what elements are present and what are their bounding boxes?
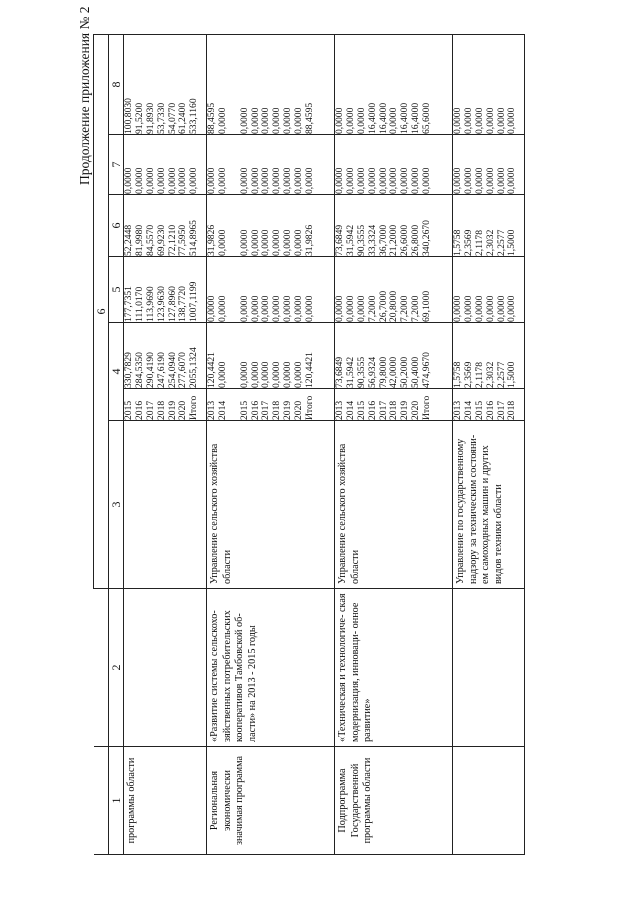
value-cell: 0,0000: [344, 295, 356, 322]
value-cell: 7,2000: [399, 295, 411, 322]
header-number-row: [109, 35, 124, 855]
table-row: [124, 35, 207, 855]
value-cell: 2017: [495, 400, 507, 420]
value-cell: 50,2000: [399, 356, 411, 388]
value-cell: 2,3032: [484, 361, 496, 388]
value-cell: 2020: [293, 400, 305, 420]
value-cell: 26,6000: [399, 224, 411, 256]
value-cell: 0,0000: [495, 107, 507, 134]
value-cell: 0,0000: [462, 107, 474, 134]
value-cell: 0,0000: [216, 107, 228, 134]
value-cell: 0,0000: [452, 295, 463, 322]
value-cell: 2019: [282, 400, 294, 420]
value-cell: 0,0000: [506, 107, 518, 134]
value-cell: 1,5000: [506, 229, 518, 256]
value-cell: 0,0000: [282, 361, 294, 388]
value-cell: 330,7829: [123, 352, 134, 388]
year-list: [453, 389, 525, 421]
federal-values: [124, 257, 207, 323]
value-cell: 0,0000: [123, 167, 134, 194]
value-cell: 0,0000: [216, 295, 228, 322]
value-cell: 284,5350: [133, 352, 145, 388]
value-cell: 0,0000: [206, 295, 217, 322]
col3-text: [124, 421, 128, 588]
value-cell: 0,0000: [282, 295, 294, 322]
value-cell: 1007,1199: [188, 281, 200, 322]
value-cell: 120,4421: [304, 352, 316, 388]
value-cell: 16,4000: [366, 102, 378, 134]
value-cell: 0,0000: [238, 229, 250, 256]
value-cell: 2015: [355, 400, 367, 420]
value-cell: 36,7000: [377, 224, 389, 256]
value-cell: 1,5758: [452, 229, 463, 256]
value-cell: 72,1210: [166, 224, 178, 256]
value-cell: 0,0000: [260, 167, 272, 194]
value-cell: 0,0000: [410, 167, 422, 194]
other-values: [207, 35, 335, 135]
col3-text: Управление сельского хозяйства области: [337, 443, 361, 584]
col3-text: Управление по государственному надзору за техническим состояни- ем самоходных машин и других видов техники области: [455, 434, 504, 584]
value-cell: 0,0000: [282, 229, 294, 256]
value-cell: 0,0000: [133, 167, 145, 194]
federal-values: [453, 257, 525, 323]
value-cell: 100,8030: [123, 98, 134, 134]
value-cell: 2018: [506, 400, 518, 420]
other-values: [335, 35, 453, 135]
value-cell: 2,1178: [473, 229, 485, 256]
value-cell: 0,0000: [271, 361, 283, 388]
value-cell: Итого: [421, 395, 433, 420]
value-cell: 0,0000: [249, 295, 261, 322]
value-cell: 2017: [144, 400, 156, 420]
value-cell: 0,0000: [166, 167, 178, 194]
value-cell: 2014: [462, 400, 474, 420]
value-cell: 21,2000: [388, 224, 400, 256]
value-cell: 0,0000: [506, 295, 518, 322]
value-cell: 26,7000: [377, 290, 389, 322]
value-cell: 2016: [133, 400, 145, 420]
value-cell: 16,4000: [399, 102, 411, 134]
value-cell: 0,0000: [216, 229, 228, 256]
value-cell: 474,9670: [421, 352, 433, 388]
value-cell: 54,0770: [166, 102, 178, 134]
cell-col2: [124, 589, 207, 747]
cell-col2: [335, 589, 453, 747]
value-cell: 0,0000: [260, 361, 272, 388]
local-values: [207, 135, 335, 195]
value-cell: 16,4000: [410, 102, 422, 134]
value-cell: Итого: [304, 395, 316, 420]
value-cell: 2,2577: [495, 361, 507, 388]
col2-text: «Развитие системы сельскохо- зяйственных потребительских кооперативов Тамбовской об- ласти» на 2013 - 2015 годы: [209, 610, 258, 742]
value-cell: 0,0000: [271, 295, 283, 322]
value-cell: 0,0000: [462, 167, 474, 194]
value-cell: 0,0000: [238, 361, 250, 388]
value-cell: 81,9980: [133, 224, 145, 256]
value-cell: 2013: [206, 400, 217, 420]
year-list: [335, 389, 453, 421]
value-cell: 0,0000: [473, 295, 485, 322]
value-cell: 113,9690: [144, 286, 156, 322]
value-cell: 514,8965: [188, 220, 200, 256]
value-cell: 138,7720: [177, 286, 189, 322]
header-group-row: [94, 35, 109, 855]
value-cell: 0,0000: [473, 107, 485, 134]
value-cell: 0,0000: [249, 107, 261, 134]
value-cell: 0,0000: [334, 295, 345, 322]
value-cell: 2014: [344, 400, 356, 420]
value-cell: 2018: [388, 400, 400, 420]
value-cell: 2016: [249, 400, 261, 420]
regional-values: [124, 195, 207, 257]
value-cell: 2019: [166, 400, 178, 420]
value-cell: 0,0000: [377, 167, 389, 194]
value-cell: 2,3569: [462, 361, 474, 388]
col-number: 1: [109, 747, 124, 855]
value-cell: 0,0000: [260, 107, 272, 134]
table-row: [335, 35, 453, 855]
value-cell: 2017: [260, 400, 272, 420]
value-cell: 2017: [377, 400, 389, 420]
value-cell: 340,2670: [421, 220, 433, 256]
value-cell: 0,0000: [506, 167, 518, 194]
value-cell: 0,0000: [473, 167, 485, 194]
value-cell: 69,9230: [155, 224, 167, 256]
value-cell: 84,5570: [144, 224, 156, 256]
value-cell: 31,9826: [206, 224, 217, 256]
value-cell: 0,0000: [260, 229, 272, 256]
cell-col3: [124, 421, 207, 589]
value-cell: 2018: [271, 400, 283, 420]
value-cell: 2,3569: [462, 229, 474, 256]
table-row: [453, 35, 525, 855]
cell-col1: [207, 747, 335, 855]
other-values: [124, 35, 207, 135]
value-cell: 31,5942: [344, 224, 356, 256]
value-cell: 69,1000: [421, 290, 433, 322]
value-cell: 2018: [155, 400, 167, 420]
value-cell: 0,0000: [484, 295, 496, 322]
value-cell: 31,5942: [344, 356, 356, 388]
value-cell: 61,2400: [177, 102, 189, 134]
value-cell: 0,0000: [495, 167, 507, 194]
value-cell: 2020: [177, 400, 189, 420]
value-cell: 0,0000: [388, 107, 400, 134]
value-cell: 0,0000: [293, 107, 305, 134]
value-cell: 73,6849: [334, 224, 345, 256]
value-cell: 0,0000: [260, 295, 272, 322]
value-cell: 0,0000: [144, 167, 156, 194]
value-cell: 0,0000: [355, 295, 367, 322]
value-cell: 1,5758: [452, 361, 463, 388]
value-cell: 0,0000: [216, 167, 228, 194]
cell-col3: [453, 421, 525, 589]
col-number: 8: [109, 35, 124, 135]
value-cell: 0,0000: [238, 107, 250, 134]
value-cell: 65,6000: [421, 102, 433, 134]
value-cell: 2,2577: [495, 229, 507, 256]
value-cell: 2013: [334, 400, 345, 420]
value-cell: 533,1160: [188, 98, 200, 134]
col2-text: [124, 589, 128, 746]
value-cell: 0,0000: [334, 107, 345, 134]
value-cell: 2015: [123, 400, 134, 420]
value-cell: 177,7351: [123, 286, 134, 322]
value-cell: 0,0000: [344, 107, 356, 134]
value-cell: 2,1178: [473, 361, 485, 388]
col2-text: «Техническая и технологиче- ская модернизация, инноваци- онное развитие»: [337, 593, 373, 742]
value-cell: 0,0000: [155, 167, 167, 194]
value-cell: 0,0000: [304, 167, 316, 194]
cell-col3: [207, 421, 335, 589]
value-cell: 0,0000: [452, 107, 463, 134]
value-cell: 2019: [399, 400, 411, 420]
value-cell: 0,0000: [388, 167, 400, 194]
value-cell: 0,0000: [421, 167, 433, 194]
value-cell: 0,0000: [293, 167, 305, 194]
col3-text: Управление сельского хозяйства области: [209, 443, 233, 584]
value-cell: 88,4595: [304, 102, 316, 134]
value-cell: 0,0000: [293, 361, 305, 388]
total-values: [207, 323, 335, 389]
other-values: [453, 35, 525, 135]
value-cell: 2016: [366, 400, 378, 420]
value-cell: 2,3032: [484, 229, 496, 256]
value-cell: 0,0000: [271, 107, 283, 134]
value-cell: 33,3324: [366, 224, 378, 256]
header-group-label: 6: [94, 35, 109, 589]
value-cell: 90,3555: [355, 224, 367, 256]
value-cell: 0,0000: [399, 167, 411, 194]
value-cell: 0,0000: [366, 167, 378, 194]
budget-table: [93, 34, 525, 855]
value-cell: 0,0000: [462, 295, 474, 322]
value-cell: 1,5000: [506, 361, 518, 388]
year-list: [124, 389, 207, 421]
col1-text: Подпрограмма Государственной программы области: [337, 757, 373, 844]
value-cell: 0,0000: [484, 107, 496, 134]
federal-values: [207, 257, 335, 323]
federal-values: [335, 257, 453, 323]
total-values: [335, 323, 453, 389]
value-cell: 2015: [473, 400, 485, 420]
value-cell: 0,0000: [216, 361, 228, 388]
value-cell: 50,4000: [410, 356, 422, 388]
value-cell: 0,0000: [271, 167, 283, 194]
value-cell: 120,4421: [206, 352, 217, 388]
col1-text: [453, 747, 457, 854]
value-cell: 123,9630: [155, 286, 167, 322]
value-cell: 127,8960: [166, 286, 178, 322]
value-cell: 0,0000: [293, 229, 305, 256]
value-cell: 0,0000: [495, 295, 507, 322]
cell-col3: [335, 421, 453, 589]
value-cell: 0,0000: [344, 167, 356, 194]
value-cell: 111,0170: [133, 286, 145, 322]
value-cell: 2020: [410, 400, 422, 420]
value-cell: 0,0000: [293, 295, 305, 322]
value-cell: 77,5950: [177, 224, 189, 256]
col-number: 2: [109, 589, 124, 747]
value-cell: 247,6190: [155, 352, 167, 388]
value-cell: 7,2000: [366, 295, 378, 322]
local-values: [124, 135, 207, 195]
cell-col1: [335, 747, 453, 855]
value-cell: 0,0000: [249, 361, 261, 388]
value-cell: 2013: [452, 400, 463, 420]
value-cell: 42,0000: [388, 356, 400, 388]
cell-col1: [124, 747, 207, 855]
value-cell: 0,0000: [249, 229, 261, 256]
local-values: [335, 135, 453, 195]
value-cell: Итого: [188, 395, 200, 420]
value-cell: 73,6849: [334, 356, 345, 388]
value-cell: 0,0000: [355, 167, 367, 194]
value-cell: 0,0000: [282, 167, 294, 194]
total-values: [453, 323, 525, 389]
regional-values: [207, 195, 335, 257]
table-row: [207, 35, 335, 855]
value-cell: 90,3555: [355, 356, 367, 388]
col-number: 7: [109, 135, 124, 195]
col-number: 5: [109, 257, 124, 323]
value-cell: 2015: [238, 400, 250, 420]
value-cell: 2016: [484, 400, 496, 420]
value-cell: 53,7330: [155, 102, 167, 134]
value-cell: 0,0000: [271, 229, 283, 256]
col1-text: Региональная экономически значимая программа: [209, 755, 245, 846]
value-cell: 2055,1324: [188, 347, 200, 388]
value-cell: 0,0000: [177, 167, 189, 194]
regional-values: [335, 195, 453, 257]
cell-col2: [207, 589, 335, 747]
col2-text: [453, 589, 457, 746]
value-cell: 0,0000: [334, 167, 345, 194]
year-list: [207, 389, 335, 421]
page-title: Продолжение приложения № 2: [77, 6, 92, 185]
value-cell: 0,0000: [355, 107, 367, 134]
value-cell: 91,8930: [144, 102, 156, 134]
value-cell: 7,2000: [410, 295, 422, 322]
value-cell: 0,0000: [206, 167, 217, 194]
col-number: 3: [109, 421, 124, 589]
cell-col2: [453, 589, 525, 747]
local-values: [453, 135, 525, 195]
value-cell: 0,0000: [484, 167, 496, 194]
regional-values: [453, 195, 525, 257]
value-cell: 0,0000: [304, 295, 316, 322]
value-cell: 277,6070: [177, 352, 189, 388]
value-cell: 0,0000: [249, 167, 261, 194]
col-number: 4: [109, 323, 124, 421]
value-cell: 26,8000: [410, 224, 422, 256]
value-cell: 0,0000: [452, 167, 463, 194]
value-cell: 91,5200: [133, 102, 145, 134]
cell-col1: [453, 747, 525, 855]
value-cell: 16,4000: [377, 102, 389, 134]
value-cell: 79,8000: [377, 356, 389, 388]
value-cell: 0,0000: [188, 167, 200, 194]
value-cell: 0,0000: [238, 295, 250, 322]
value-cell: 52,2448: [123, 224, 134, 256]
total-values: [124, 323, 207, 389]
value-cell: 2014: [216, 400, 228, 420]
value-cell: 290,4190: [144, 352, 156, 388]
value-cell: 0,0000: [282, 107, 294, 134]
value-cell: 254,0940: [166, 352, 178, 388]
value-cell: 88,4595: [206, 102, 217, 134]
value-cell: 20,8000: [388, 290, 400, 322]
col-number: 6: [109, 195, 124, 257]
col1-text: программы области: [126, 757, 137, 844]
value-cell: 31,9826: [304, 224, 316, 256]
value-cell: 56,9324: [366, 356, 378, 388]
value-cell: 0,0000: [238, 167, 250, 194]
